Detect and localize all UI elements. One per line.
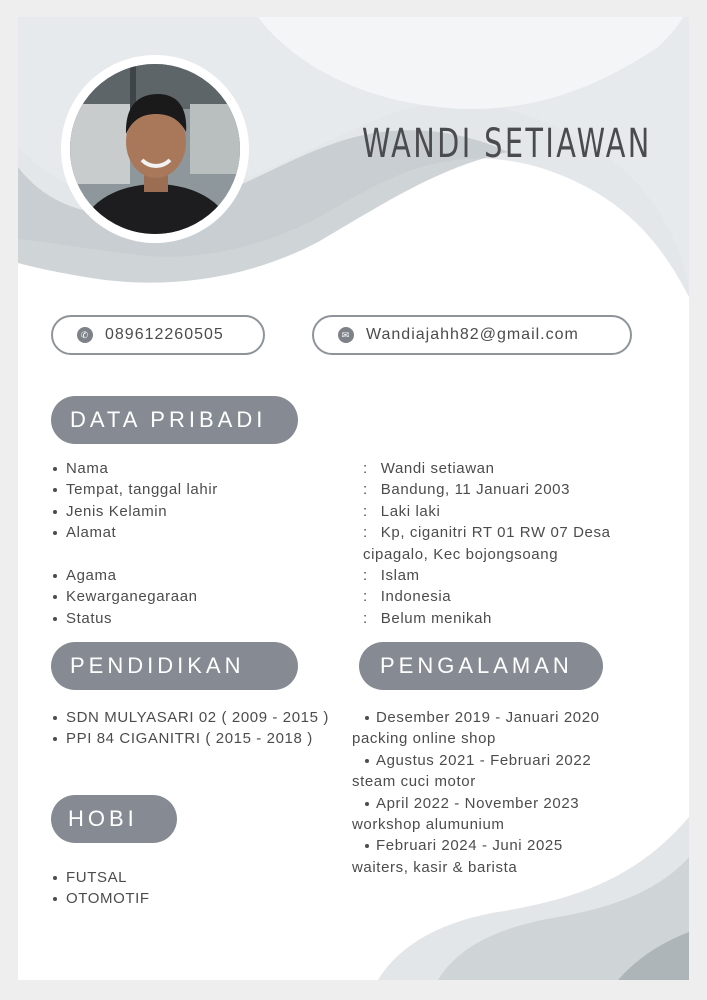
email-contact — [312, 315, 632, 355]
value-jenis-kelamin: Laki laki — [380, 502, 441, 520]
phone-icon: ✆ — [77, 327, 93, 343]
hobby-list — [52, 867, 150, 910]
experience-item — [352, 793, 600, 836]
value-row-nama: : Wandi setiawan — [363, 460, 495, 477]
experience-item — [352, 835, 600, 878]
experience-role: packing online shop — [352, 730, 496, 748]
experience-period: April 2022 - November 2023 — [352, 793, 600, 814]
email-address: Wandiajahh82@gmail.com — [366, 326, 579, 343]
section-heading-experience: PENGALAMAN — [359, 642, 603, 690]
value-alamat-line2: cipagalo, Kec bojongsoang — [363, 545, 559, 563]
value-row-agama: : Islam — [363, 566, 420, 584]
profile-photo-frame — [61, 55, 249, 243]
value-row-jenis-kelamin: : Laki laki — [363, 502, 441, 520]
personal-values — [363, 458, 611, 629]
value-row-alamat: : Kp, ciganitri RT 01 RW 07 Desa — [363, 524, 611, 542]
value-nama: Wandi setiawan — [380, 460, 495, 477]
label-status: Status — [52, 608, 218, 629]
experience-role: steam cuci motor — [352, 773, 476, 791]
label-jenis-kelamin: Jenis Kelamin — [52, 501, 218, 522]
resume-page — [18, 17, 689, 980]
experience-period: Desember 2019 - Januari 2020 — [352, 707, 600, 728]
label-kewarganegaraan: Kewarganegaraan — [52, 586, 218, 607]
education-item: SDN MULYASARI 02 ( 2009 - 2015 ) — [52, 707, 329, 728]
value-row-ttl: : Bandung, 11 Januari 2003 — [363, 481, 571, 499]
mail-icon: ✉ — [338, 327, 354, 343]
label-ttl: Tempat, tanggal lahir — [52, 479, 218, 500]
section-heading-personal: DATA PRIBADI — [51, 396, 298, 444]
value-ttl: Bandung, 11 Januari 2003 — [380, 481, 571, 499]
label-agama: Agama — [52, 565, 218, 586]
personal-labels — [52, 458, 218, 629]
experience-period: Agustus 2021 - Februari 2022 — [352, 750, 600, 771]
value-row-status: : Belum menikah — [363, 609, 492, 627]
value-kewarganegaraan: Indonesia — [380, 588, 452, 606]
experience-period: Februari 2024 - Juni 2025 — [352, 835, 600, 856]
label-alamat: Alamat — [52, 522, 218, 543]
experience-item — [352, 707, 600, 750]
hobby-item: OTOMOTIF — [52, 888, 150, 909]
profile-photo — [70, 64, 240, 234]
phone-contact — [51, 315, 265, 355]
hobby-item: FUTSAL — [52, 867, 150, 888]
candidate-name: WANDI SETIAWAN — [362, 121, 652, 167]
section-heading-education: PENDIDIKAN — [51, 642, 298, 690]
education-list — [52, 707, 329, 750]
experience-role: waiters, kasir & barista — [352, 858, 518, 876]
experience-item — [352, 750, 600, 793]
label-nama: Nama — [52, 458, 218, 479]
phone-number: 089612260505 — [105, 326, 224, 343]
experience-role: workshop alumunium — [352, 816, 505, 834]
value-alamat-line1: Kp, ciganitri RT 01 RW 07 Desa — [380, 524, 611, 542]
value-row-kewarganegaraan: : Indonesia — [363, 588, 452, 606]
section-heading-hobby: HOBI — [51, 795, 177, 843]
experience-list — [352, 707, 600, 878]
value-agama: Islam — [380, 566, 420, 584]
value-status: Belum menikah — [380, 609, 492, 627]
education-item: PPI 84 CIGANITRI ( 2015 - 2018 ) — [52, 728, 329, 749]
